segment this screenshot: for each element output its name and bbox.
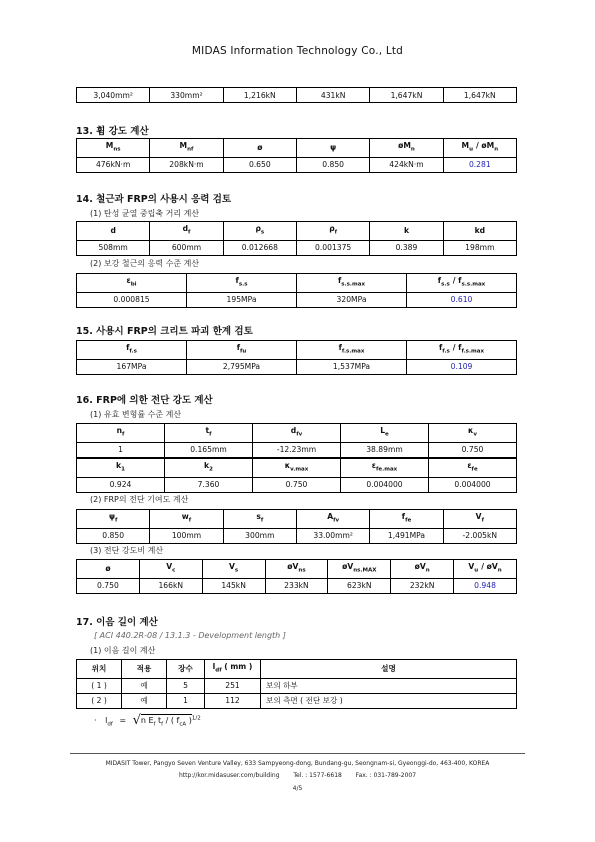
table-cell: 0.948	[454, 578, 517, 593]
table-cell: 0.012668	[223, 240, 296, 255]
header-cell: $t_f$	[165, 424, 253, 443]
reference-note: [ ACI 440.2R-08 / 13.1.3 - Development length ]	[94, 631, 286, 640]
table-header-row	[77, 424, 517, 443]
header-cell: $n_f$	[77, 424, 165, 443]
header-cell: ø	[77, 560, 140, 579]
table-header-row	[77, 274, 517, 293]
shear-ratio-table	[76, 559, 517, 594]
table-cell: 0.389	[370, 240, 443, 255]
table-cell: 233kN	[265, 578, 328, 593]
table-cell: 508mm	[77, 240, 150, 255]
section-15-title: 15. 사용시 FRP의 크리트 파괴 한계 검토	[76, 326, 253, 337]
header-cell: $\rho_s$	[223, 222, 296, 241]
header-cell: $d_{fv}$	[253, 424, 341, 443]
section-16-sub1: (1) 유효 변형률 수준 계산	[90, 410, 182, 419]
table-cell: 1,537MPa	[297, 359, 407, 374]
section-17-title: 17. 이음 길이 계산	[76, 617, 158, 628]
table-cell: 0.650	[223, 157, 296, 172]
header-cell: 설명	[261, 660, 517, 679]
table-cell: 166kN	[139, 578, 202, 593]
footer-url[interactable]: http://kor.midasuser.com/building	[178, 772, 280, 779]
table-cell: 1,216kN	[223, 88, 296, 103]
header-cell: k	[370, 222, 443, 241]
header-cell: $V_u$ / $øV_n$	[454, 560, 517, 579]
header-cell: $\kappa_v$	[429, 424, 517, 443]
table-header-row	[77, 459, 517, 478]
table-row	[77, 157, 517, 172]
header-cell: $\rho_f$	[296, 222, 369, 241]
header-cell: $f_{s.s} / f_{s.s.max}$	[407, 274, 517, 293]
table-row	[77, 292, 517, 307]
header-cell: $f_{s.s.max}$	[297, 274, 407, 293]
table-cell: 0.750	[429, 442, 517, 457]
section-17-sub1: (1) 이음 길이 계산	[90, 646, 156, 655]
table-cell: 33.00mm²	[296, 528, 369, 543]
table-cell: 100mm	[150, 528, 223, 543]
section-16-sub3: (3) 전단 강도비 계산	[90, 546, 164, 555]
header-cell: $\varepsilon_{fe.max}$	[341, 459, 429, 478]
table-cell: 232kN	[391, 578, 454, 593]
table-row	[77, 477, 517, 492]
table-cell: 198mm	[443, 240, 516, 255]
table-cell: 431kN	[296, 88, 369, 103]
table-cell: 300mm	[223, 528, 296, 543]
footer-address: MIDASIT Tower, Pangyo Seven Venture Valley, 633 Sampyeong-dong, Bundang-gu, Seongnam-si, Gyeonggi-do, 463-400, KOREA	[105, 760, 490, 767]
table-cell: 320MPa	[297, 292, 407, 307]
table-row: ( 1 ) 예 5 251 보의 하부	[77, 678, 517, 693]
header-cell: $f_{s.s}$	[187, 274, 297, 293]
page-header: MIDAS Information Technology Co., Ltd	[191, 45, 404, 57]
table-cell: 476kN·m	[77, 157, 150, 172]
creep-rupture-table	[76, 340, 517, 375]
footer-fax: Fax. : 031-789-2007	[355, 772, 417, 779]
frp-shear-table	[76, 509, 517, 544]
header-cell: $d_f$	[150, 222, 223, 241]
table-cell: 7.360	[165, 477, 253, 492]
header-cell: $øV_n$	[391, 560, 454, 579]
header-cell: ø	[223, 139, 296, 158]
table-cell: 0.281	[443, 157, 516, 172]
section-13-title: 13. 휨 강도 계산	[76, 126, 149, 137]
table-cell: 0.000815	[77, 292, 187, 307]
header-cell: $f_{f.s} / f_{f.s.max}$	[407, 341, 517, 360]
header-cell: $f_{f.s.max}$	[297, 341, 407, 360]
section-16-sub2: (2) FRP의 전단 기여도 계산	[90, 495, 189, 504]
header-cell: d	[77, 222, 150, 241]
section-14-sub2: (2) 보강 철근의 응력 수준 계산	[90, 259, 200, 268]
header-cell: 장수	[167, 660, 205, 679]
header-cell: $M_{nf}$	[150, 139, 223, 158]
header-cell: $k_1$	[77, 459, 165, 478]
header-cell: $M_{ns}$	[77, 139, 150, 158]
header-cell: 적용	[122, 660, 167, 679]
table-cell: -12.23mm	[253, 442, 341, 457]
header-cell: $f_{f.s}$	[77, 341, 187, 360]
table-cell: 1,647kN	[443, 88, 516, 103]
header-cell: $L_e$	[341, 424, 429, 443]
table-cell: 0.850	[77, 528, 150, 543]
effective-strain-table-1	[76, 423, 517, 458]
footer-contacts	[0, 772, 595, 779]
header-cell: $\kappa_{v.max}$	[253, 459, 341, 478]
table-header-row	[77, 139, 517, 158]
splice-length-table	[76, 659, 517, 709]
table-cell: 0.750	[253, 477, 341, 492]
table-header-row	[77, 660, 517, 679]
table-header-row	[77, 560, 517, 579]
header-cell: $\psi_f$	[77, 510, 150, 529]
flexural-strength-table	[76, 138, 517, 173]
splice-length-formula: · $l_{df} = √n$ $E_f$ $t_f$ / ( $f_{cA}$ )$^{1/2}$	[94, 713, 201, 728]
table-cell: 208kN·m	[150, 157, 223, 172]
header-cell: $øV_{ns.MAX}$	[328, 560, 391, 579]
continued-table	[76, 87, 517, 103]
steel-stress-table	[76, 273, 517, 308]
header-cell: $l_{df}$ ( mm )	[205, 660, 261, 679]
table-cell: 330mm²	[150, 88, 223, 103]
table-row	[77, 528, 517, 543]
table-cell: 167MPa	[77, 359, 187, 374]
table-header-row	[77, 222, 517, 241]
header-cell: $\varepsilon_{fe}$	[429, 459, 517, 478]
table-row	[77, 442, 517, 457]
neutral-axis-table	[76, 221, 517, 256]
table-cell: 195MPa	[187, 292, 297, 307]
table-cell: 0.004000	[341, 477, 429, 492]
header-cell: $f_{fu}$	[187, 341, 297, 360]
header-cell: $\varepsilon_{bi}$	[77, 274, 187, 293]
table-cell: 0.004000	[429, 477, 517, 492]
header-cell: $k_2$	[165, 459, 253, 478]
header-cell: $f_{fe}$	[370, 510, 443, 529]
section-16-title: 16. FRP에 의한 전단 강도 계산	[76, 395, 213, 406]
table-row	[77, 88, 517, 103]
table-header-row	[77, 510, 517, 529]
table-cell: 600mm	[150, 240, 223, 255]
table-row	[77, 240, 517, 255]
header-cell: $V_s$	[202, 560, 265, 579]
table-cell: 0.165mm	[165, 442, 253, 457]
table-cell: 0.924	[77, 477, 165, 492]
table-cell: 424kN·m	[370, 157, 443, 172]
table-cell: -2.005kN	[443, 528, 516, 543]
table-row	[77, 359, 517, 374]
page-number: 4/5	[292, 785, 303, 792]
section-14-title: 14. 철근과 FRP의 사용시 응력 검토	[76, 194, 232, 205]
header-cell: $w_f$	[150, 510, 223, 529]
header-cell: $øV_{ns}$	[265, 560, 328, 579]
header-cell: $øM_n$	[370, 139, 443, 158]
header-cell: 위치	[77, 660, 122, 679]
table-cell: 38.89mm	[341, 442, 429, 457]
table-cell: 0.850	[296, 157, 369, 172]
table-header-row	[77, 341, 517, 360]
header-cell: $M_u$ / $øM_n$	[443, 139, 516, 158]
table-row	[77, 578, 517, 593]
header-cell: $A_{fv}$	[296, 510, 369, 529]
footer-tel: Tel. : 1577-6618	[293, 772, 342, 779]
table-cell: 1,647kN	[370, 88, 443, 103]
table-cell: 1	[77, 442, 165, 457]
table-row: ( 2 ) 예 1 112 보의 측면 ( 전단 보강 )	[77, 693, 517, 708]
footer-divider	[70, 753, 525, 754]
table-cell: 623kN	[328, 578, 391, 593]
effective-strain-table-2	[76, 458, 517, 493]
section-14-sub1: (1) 탄성 균열 중립축 거리 계산	[90, 209, 200, 218]
table-cell: 0.750	[77, 578, 140, 593]
table-cell: 1,491MPa	[370, 528, 443, 543]
header-cell: ψ	[296, 139, 369, 158]
table-cell: 145kN	[202, 578, 265, 593]
table-cell: 0.109	[407, 359, 517, 374]
table-cell: 3,040mm²	[77, 88, 150, 103]
header-cell: kd	[443, 222, 516, 241]
header-cell: $V_c$	[139, 560, 202, 579]
header-cell: $s_f$	[223, 510, 296, 529]
table-cell: 0.610	[407, 292, 517, 307]
table-cell: 0.001375	[296, 240, 369, 255]
header-cell: $V_f$	[443, 510, 516, 529]
table-cell: 2,795MPa	[187, 359, 297, 374]
